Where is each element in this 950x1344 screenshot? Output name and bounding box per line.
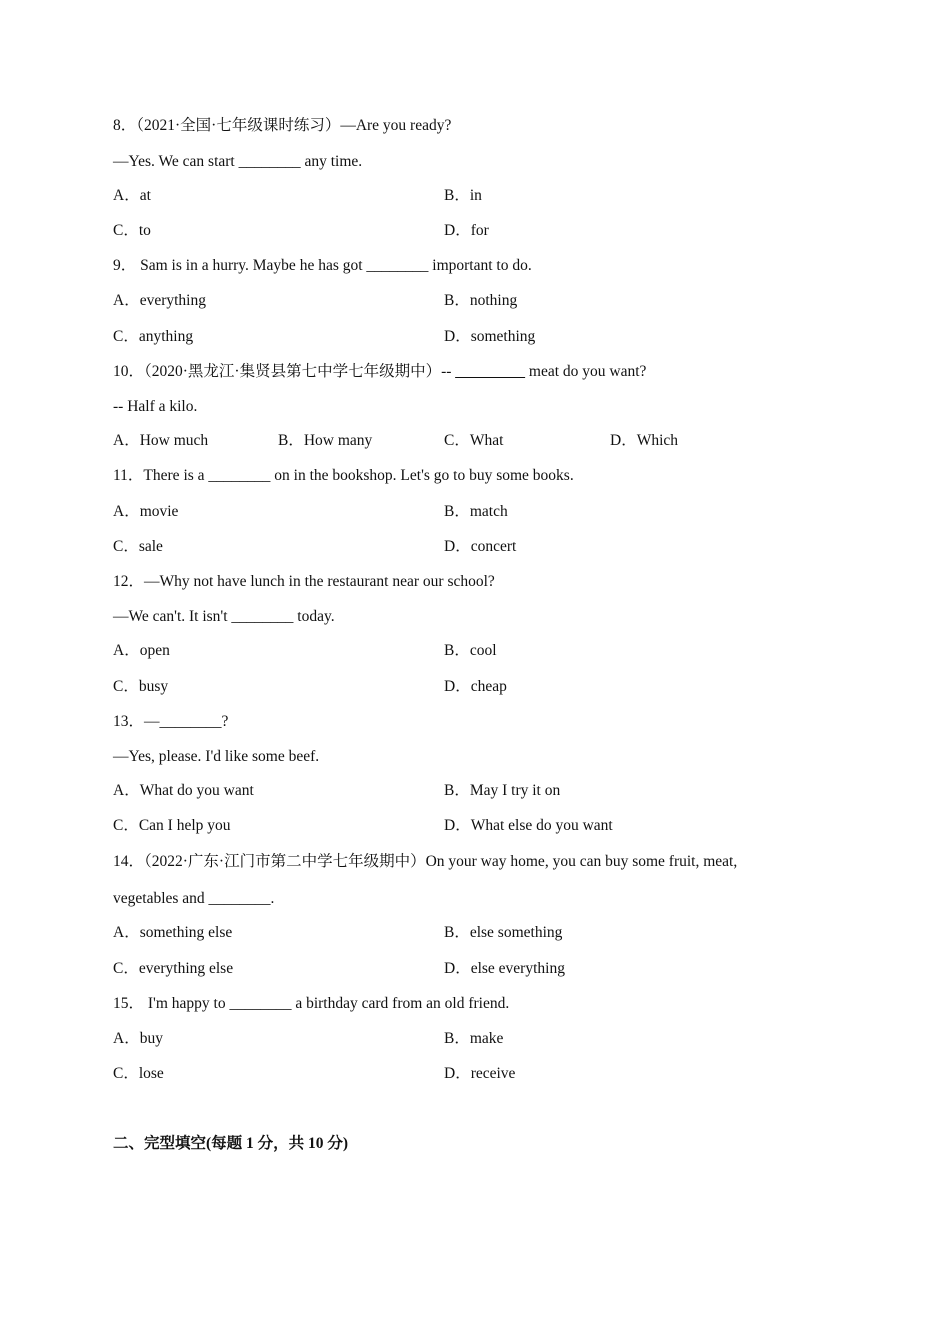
question-10-stem-pre: 10．（2020·黑龙江·集贤县第七中学七年级期中）-- — [113, 363, 456, 380]
question-9-option-c: C．anything — [113, 328, 194, 345]
question-13-option-d: D．What else do you want — [444, 817, 613, 834]
question-13-option-b: B．May I try it on — [444, 782, 561, 799]
section-2-title: 二、完型填空(每题 1 分，共 10 分) — [113, 1135, 349, 1152]
question-12-option-d: D．cheap — [444, 678, 507, 695]
question-9-option-d: D．something — [444, 328, 536, 345]
question-8-option-a: A．at — [113, 187, 151, 204]
question-8-stem: 8．（2021·全国·七年级课时练习）—Are you ready? — [113, 117, 452, 134]
question-15-option-a: A．buy — [113, 1030, 163, 1047]
question-10-stem — [113, 362, 646, 382]
question-11-option-c: C．sale — [113, 538, 163, 555]
question-10-line2: -- Half a kilo. — [113, 398, 198, 415]
question-10-option-c: C．What — [444, 432, 504, 449]
question-11-stem: 11．There is a ________ on in the bookshop. Let's go to buy some books. — [113, 467, 574, 484]
question-15-option-c: C．lose — [113, 1065, 164, 1082]
question-14-option-c: C．everything else — [113, 960, 234, 977]
question-12-stem: 12．—Why not have lunch in the restaurant near our school? — [113, 573, 495, 590]
question-9-option-b: B．nothing — [444, 292, 518, 309]
question-10-option-d: D．Which — [610, 432, 679, 449]
question-12-option-a: A．open — [113, 642, 170, 659]
question-8-option-d: D．for — [444, 222, 489, 239]
question-11-option-d: D．concert — [444, 538, 517, 555]
question-12-line2: —We can't. It isn't ________ today. — [113, 608, 335, 625]
question-12-option-c: C．busy — [113, 678, 169, 695]
question-11-option-b: B．match — [444, 503, 508, 520]
question-10-option-a: A．How much — [113, 432, 209, 449]
question-15-option-d: D．receive — [444, 1065, 516, 1082]
question-14-stem: 14．（2022·广东·江门市第二中学七年级期中）On your way home, you can buy some fruit, meat, — [113, 853, 738, 870]
question-10-blank: _________ — [455, 363, 526, 380]
question-13-line2: —Yes, please. I'd like some beef. — [113, 748, 320, 765]
question-14-option-a: A．something else — [113, 924, 233, 941]
question-13-stem: 13．—________? — [113, 713, 229, 730]
question-10-option-b: B．How many — [278, 432, 373, 449]
question-10-stem-post: meat do you want? — [525, 363, 647, 380]
question-9-option-a: A．everything — [113, 292, 206, 309]
question-13-option-c: C．Can I help you — [113, 817, 231, 834]
question-9-stem: 9． Sam is in a hurry. Maybe he has got ________ important to do. — [113, 257, 532, 274]
question-14-line2: vegetables and ________. — [113, 890, 275, 907]
question-14-option-d: D．else everything — [444, 960, 565, 977]
question-11-option-a: A．movie — [113, 503, 179, 520]
question-8-option-c: C．to — [113, 222, 151, 239]
question-8-option-b: B．in — [444, 187, 482, 204]
question-14-option-b: B．else something — [444, 924, 563, 941]
question-8-line2: —Yes. We can start ________ any time. — [113, 153, 363, 170]
question-13-option-a: A．What do you want — [113, 782, 254, 799]
question-12-option-b: B．cool — [444, 642, 497, 659]
question-15-option-b: B．make — [444, 1030, 504, 1047]
question-15-stem: 15． I'm happy to ________ a birthday card from an old friend. — [113, 995, 510, 1012]
